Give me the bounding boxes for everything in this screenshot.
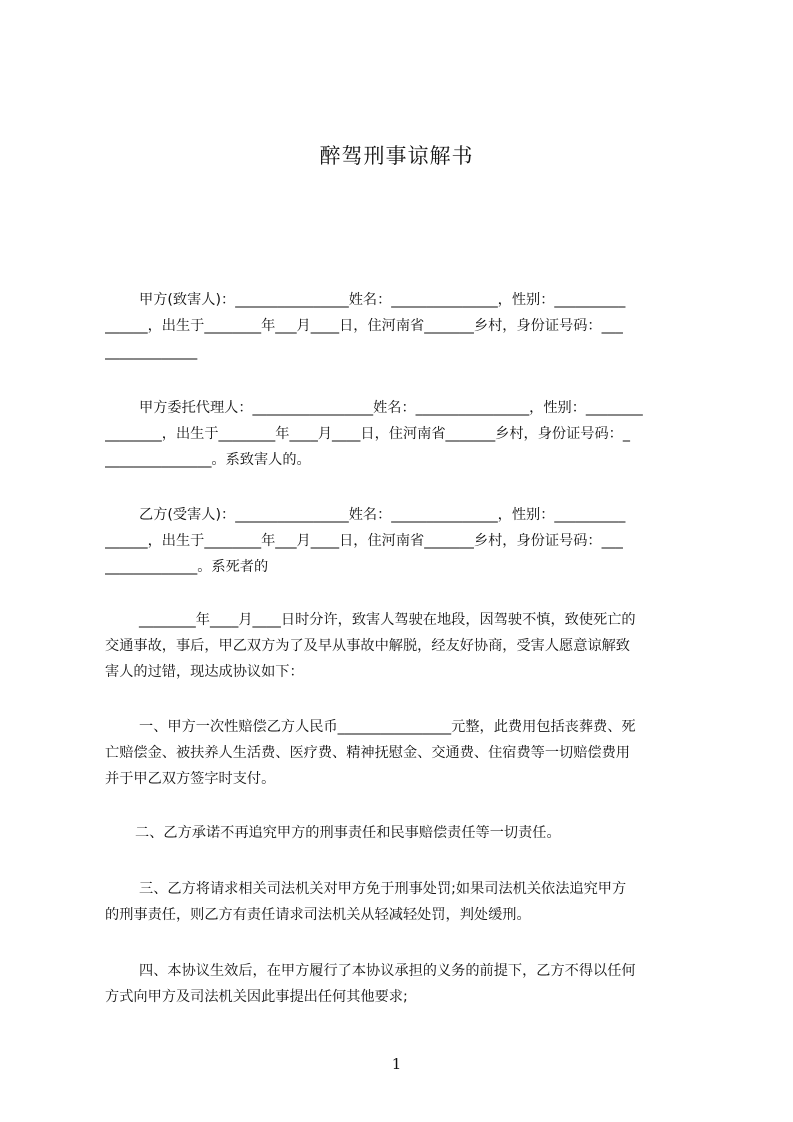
clause-4-line-1: 四、本协议生效后，在甲方履行了本协议承担的义务的前提下，乙方不得以任何 (139, 963, 636, 979)
party-b-line-3: _____________。系死者的 (105, 559, 269, 575)
clause-4-paragraph (105, 958, 705, 1010)
page-number: 1 (391, 1055, 402, 1073)
clause-2-paragraph (105, 820, 705, 846)
party-a-agent-line-3: _______________。系致害人的。 (105, 452, 311, 468)
incident-line-1: ________年____月____日时分许，致害人驾驶在地段，因驾驶不慎，致使死亡的 (139, 612, 636, 628)
party-a-line-2: ______，出生于________年___月____日，住河南省_______乡村，身份证号码：___ (105, 318, 623, 334)
party-a-line-3: _____________ (105, 344, 198, 360)
party-a-agent-paragraph (105, 395, 705, 473)
clause-3-line-1: 三、乙方将请求相关司法机关对甲方免于刑事处罚;如果司法机关依法追究甲方 (139, 881, 627, 897)
incident-line-3: 害人的过错，现达成协议如下： (105, 664, 304, 680)
party-a-paragraph (105, 287, 705, 365)
clause-1-line-1: 一、甲方一次性赔偿乙方人民币________________元整，此费用包括丧葬费、死 (139, 719, 636, 735)
incident-paragraph (105, 607, 705, 685)
clause-3-paragraph (105, 876, 705, 928)
clause-1-line-2: 亡赔偿金、被扶养人生活费、医疗费、精神抚慰金、交通费、住宿费等一切赔偿费用 (105, 745, 630, 761)
party-b-line-1: 乙方(受害人)：________________姓名：_______________，性别：__________ (139, 507, 626, 523)
party-a-agent-line-2: ________，出生于________年____月____日，住河南省_______乡村，身份证号码：_ (105, 426, 630, 442)
clause-3-line-2: 的刑事责任，则乙方有责任请求司法机关从轻减轻处罚，判处缓刑。 (105, 907, 531, 923)
clause-4-line-2: 方式向甲方及司法机关因此事提出任何其他要求; (105, 989, 408, 1005)
clause-2-line-1: 二、乙方承诺不再追究甲方的刑事责任和民事赔偿责任等一切责任。 (135, 825, 561, 841)
party-b-line-2: ______，出生于________年___月____日，住河南省_______乡村，身份证号码：___ (105, 533, 623, 549)
party-a-agent-line-1: 甲方委托代理人：_________________姓名：________________，性别：________ (139, 400, 643, 416)
clause-1-line-3: 并于甲乙双方签字时支付。 (105, 771, 276, 787)
incident-line-2: 交通事故，事后，甲乙双方为了及早从事故中解脱，经友好协商，受害人愿意谅解致 (105, 638, 630, 654)
party-a-line-1: 甲方(致害人)：________________姓名：_______________，性别：__________ (139, 292, 626, 308)
clause-1-paragraph (105, 714, 705, 792)
party-b-paragraph (105, 502, 705, 580)
document-title: 醉驾刑事谅解书 (319, 144, 474, 168)
